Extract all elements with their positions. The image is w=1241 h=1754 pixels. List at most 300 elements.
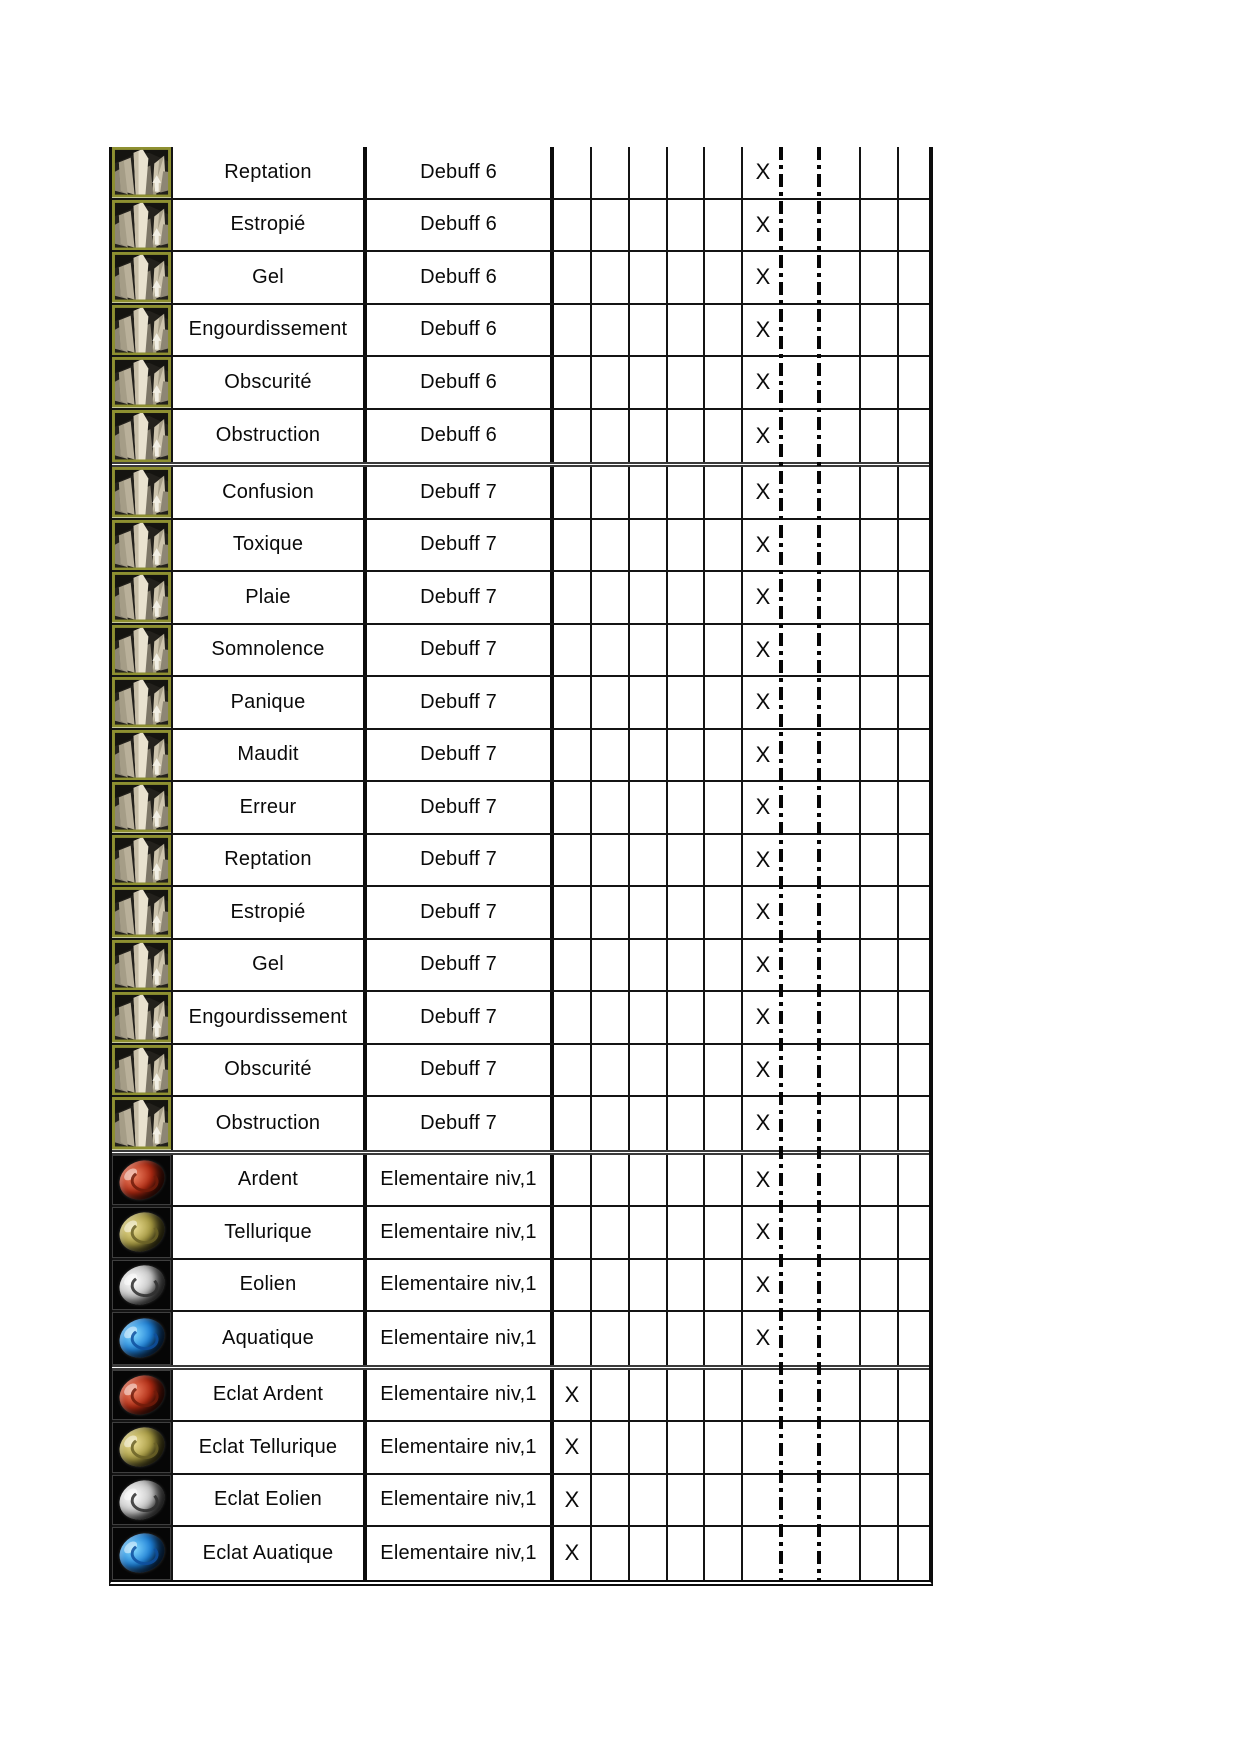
grid-cell xyxy=(630,677,668,728)
item-icon-cell xyxy=(112,782,173,833)
item-name: Engourdissement xyxy=(188,318,348,341)
grid-cell xyxy=(668,357,705,408)
item-name: Somnolence xyxy=(211,638,325,661)
item-name: Eclat Auatique xyxy=(202,1541,334,1564)
grid-cell xyxy=(783,625,821,676)
table-row xyxy=(112,467,929,520)
item-name-cell xyxy=(173,1045,367,1096)
x-mark-cell xyxy=(743,520,783,571)
grid-cell xyxy=(705,572,743,623)
grid-cell xyxy=(705,730,743,781)
grid-cell xyxy=(668,1207,705,1258)
grid-cell xyxy=(554,625,592,676)
grid-cell xyxy=(668,252,705,303)
grid-cell xyxy=(705,835,743,886)
debuff-crystal-icon xyxy=(112,410,171,463)
item-type-cell xyxy=(367,520,554,571)
grid-cell xyxy=(630,1260,668,1311)
grid-cell xyxy=(554,677,592,728)
table-row xyxy=(112,1475,929,1528)
item-type-cell xyxy=(367,200,554,251)
grid-cell xyxy=(592,1260,630,1311)
grid-cell xyxy=(821,1045,861,1096)
grid-cell xyxy=(783,887,821,938)
item-icon-cell xyxy=(112,1475,173,1526)
item-name-cell xyxy=(173,835,367,886)
x-mark: X xyxy=(755,899,771,925)
grid-cell xyxy=(821,1260,861,1311)
x-mark: X xyxy=(755,1325,771,1351)
x-mark-cell xyxy=(743,1312,783,1365)
item-icon-cell xyxy=(112,252,173,303)
grid-cell xyxy=(668,1260,705,1311)
x-mark: X xyxy=(755,1166,771,1192)
grid-cell xyxy=(668,572,705,623)
grid-cell xyxy=(705,1370,743,1421)
table-row xyxy=(112,1097,929,1150)
item-type-cell xyxy=(367,625,554,676)
grid-cell xyxy=(821,1155,861,1206)
debuff-crystal-icon xyxy=(112,992,171,1043)
grid-cell xyxy=(705,940,743,991)
grid-cell xyxy=(899,305,929,356)
eclat-ardent-gem-icon xyxy=(112,1370,171,1421)
grid-cell xyxy=(861,520,899,571)
grid-cell xyxy=(554,1207,592,1258)
x-mark-cell xyxy=(743,1155,783,1206)
item-type: Elementaire niv,1 xyxy=(380,1383,537,1406)
item-icon-cell xyxy=(112,835,173,886)
grid-cell xyxy=(705,1207,743,1258)
item-type: Debuff 6 xyxy=(420,213,497,236)
item-name-cell xyxy=(173,572,367,623)
grid-cell xyxy=(668,730,705,781)
item-type-cell xyxy=(367,1260,554,1311)
item-name-cell xyxy=(173,1097,367,1150)
x-mark: X xyxy=(755,1004,771,1030)
grid-cell xyxy=(705,467,743,518)
gem-shape xyxy=(113,1312,170,1364)
grid-cell xyxy=(821,1312,861,1365)
item-name-cell xyxy=(173,887,367,938)
grid-cell xyxy=(668,677,705,728)
grid-cell xyxy=(783,147,821,198)
grid-cell xyxy=(899,1207,929,1258)
grid-cell xyxy=(861,887,899,938)
item-name: Eclat Eolien xyxy=(213,1488,322,1511)
grid-cell xyxy=(630,1475,668,1526)
table-row xyxy=(112,887,929,940)
grid-cell xyxy=(899,730,929,781)
grid-cell xyxy=(630,1527,668,1580)
item-table xyxy=(109,147,933,1586)
item-name-cell xyxy=(173,467,367,518)
grid-cell xyxy=(668,467,705,518)
gem-shape xyxy=(113,1260,170,1311)
grid-cell xyxy=(821,200,861,251)
item-name: Toxique xyxy=(232,533,304,556)
grid-cell xyxy=(554,940,592,991)
grid-cell xyxy=(630,1155,668,1206)
grid-cell xyxy=(861,147,899,198)
item-type-cell xyxy=(367,677,554,728)
item-name-cell xyxy=(173,940,367,991)
grid-cell xyxy=(668,1312,705,1365)
table-row xyxy=(112,1155,929,1208)
item-type: Debuff 7 xyxy=(420,795,497,818)
x-mark-cell xyxy=(743,1260,783,1311)
grid-cell xyxy=(783,1370,821,1421)
item-type: Debuff 6 xyxy=(420,318,497,341)
grid-cell xyxy=(668,835,705,886)
tellurique-gem-icon xyxy=(112,1207,171,1258)
table-row xyxy=(112,730,929,783)
grid-cell xyxy=(899,147,929,198)
grid-cell xyxy=(861,782,899,833)
item-type-cell xyxy=(367,357,554,408)
item-name: Gel xyxy=(252,953,284,976)
debuff-crystal-icon xyxy=(112,147,171,198)
item-name: Tellurique xyxy=(224,1220,312,1243)
item-name-cell xyxy=(173,305,367,356)
grid-cell xyxy=(668,305,705,356)
grid-cell xyxy=(861,835,899,886)
grid-cell xyxy=(554,887,592,938)
grid-cell xyxy=(783,992,821,1043)
item-type: Debuff 7 xyxy=(420,1111,497,1134)
debuff-crystal-icon xyxy=(112,677,171,728)
item-name-cell xyxy=(173,520,367,571)
item-icon-cell xyxy=(112,467,173,518)
grid-cell xyxy=(861,467,899,518)
grid-cell xyxy=(668,782,705,833)
grid-cell xyxy=(592,1312,630,1365)
grid-cell xyxy=(821,1422,861,1473)
table-row xyxy=(112,1370,929,1423)
item-name-cell xyxy=(173,147,367,198)
item-name: Reptation xyxy=(224,848,312,871)
table-row xyxy=(112,625,929,678)
item-icon-cell xyxy=(112,1422,173,1473)
grid-cell xyxy=(861,992,899,1043)
x-mark: X xyxy=(755,951,771,977)
item-name-cell xyxy=(173,1475,367,1526)
x-mark: X xyxy=(755,422,771,448)
x-mark: X xyxy=(755,479,771,505)
item-name-cell xyxy=(173,782,367,833)
grid-cell xyxy=(705,520,743,571)
x-mark-cell xyxy=(743,357,783,408)
grid-cell xyxy=(783,1312,821,1365)
item-type-cell xyxy=(367,992,554,1043)
x-mark-cell xyxy=(743,835,783,886)
item-type-cell xyxy=(367,1045,554,1096)
x-mark: X xyxy=(755,689,771,715)
grid-cell xyxy=(668,200,705,251)
table-row xyxy=(112,835,929,888)
grid-cell xyxy=(705,252,743,303)
grid-cell xyxy=(899,992,929,1043)
x-mark: X xyxy=(755,531,771,557)
x-mark: X xyxy=(755,1056,771,1082)
item-type-cell xyxy=(367,1312,554,1365)
item-name-cell xyxy=(173,1260,367,1311)
item-name-cell xyxy=(173,1527,367,1580)
grid-cell xyxy=(630,625,668,676)
item-type: Debuff 6 xyxy=(420,424,497,447)
grid-cell xyxy=(630,467,668,518)
grid-cell xyxy=(630,147,668,198)
grid-cell xyxy=(783,1097,821,1150)
item-type: Elementaire niv,1 xyxy=(380,1488,537,1511)
item-name: Eclat Tellurique xyxy=(198,1435,338,1458)
item-icon-cell xyxy=(112,357,173,408)
grid-cell xyxy=(743,1422,783,1473)
item-type: Elementaire niv,1 xyxy=(380,1273,537,1296)
item-name: Gel xyxy=(252,265,284,288)
grid-cell xyxy=(592,1045,630,1096)
grid-cell xyxy=(630,410,668,463)
grid-cell xyxy=(592,1097,630,1150)
grid-cell xyxy=(783,520,821,571)
x-mark: X xyxy=(755,316,771,342)
item-type: Elementaire niv,1 xyxy=(380,1435,537,1458)
grid-cell xyxy=(783,305,821,356)
x-mark: X xyxy=(755,846,771,872)
item-icon-cell xyxy=(112,940,173,991)
grid-cell xyxy=(821,730,861,781)
eclat-tellurique-gem-icon xyxy=(112,1422,171,1473)
grid-cell xyxy=(821,520,861,571)
grid-cell xyxy=(821,1370,861,1421)
grid-cell xyxy=(554,357,592,408)
item-name: Maudit xyxy=(237,743,299,766)
x-mark-cell xyxy=(743,1207,783,1258)
grid-cell xyxy=(783,782,821,833)
item-icon-cell xyxy=(112,1370,173,1421)
x-mark: X xyxy=(564,1540,580,1566)
x-mark-cell xyxy=(554,1527,592,1580)
table-row xyxy=(112,200,929,253)
x-mark-cell xyxy=(743,730,783,781)
item-type-cell xyxy=(367,1370,554,1421)
item-icon-cell xyxy=(112,1527,173,1580)
debuff-crystal-icon xyxy=(112,305,171,356)
table-row xyxy=(112,252,929,305)
grid-cell xyxy=(592,357,630,408)
item-type-cell xyxy=(367,1207,554,1258)
item-type-cell xyxy=(367,572,554,623)
x-mark-cell xyxy=(743,887,783,938)
item-icon-cell xyxy=(112,625,173,676)
grid-cell xyxy=(668,1155,705,1206)
item-type: Debuff 7 xyxy=(420,533,497,556)
grid-cell xyxy=(861,1422,899,1473)
grid-cell xyxy=(783,730,821,781)
grid-cell xyxy=(899,1475,929,1526)
gem-shape xyxy=(113,1527,170,1579)
table-row xyxy=(112,1527,929,1580)
x-mark: X xyxy=(755,636,771,662)
item-type-cell xyxy=(367,1527,554,1580)
grid-cell xyxy=(668,940,705,991)
debuff-crystal-icon xyxy=(112,572,171,623)
grid-cell xyxy=(821,252,861,303)
grid-cell xyxy=(554,305,592,356)
item-type: Debuff 7 xyxy=(420,690,497,713)
grid-cell xyxy=(783,940,821,991)
grid-cell xyxy=(592,467,630,518)
item-type-cell xyxy=(367,1155,554,1206)
grid-cell xyxy=(783,200,821,251)
grid-cell xyxy=(861,1260,899,1311)
debuff-crystal-icon xyxy=(112,940,171,991)
grid-cell xyxy=(592,992,630,1043)
grid-cell xyxy=(592,147,630,198)
grid-cell xyxy=(705,625,743,676)
grid-cell xyxy=(899,887,929,938)
grid-cell xyxy=(592,887,630,938)
item-type-cell xyxy=(367,252,554,303)
grid-cell xyxy=(705,410,743,463)
grid-cell xyxy=(554,410,592,463)
grid-cell xyxy=(783,1422,821,1473)
item-icon-cell xyxy=(112,1260,173,1311)
grid-cell xyxy=(861,730,899,781)
grid-cell xyxy=(861,625,899,676)
gem-shape xyxy=(113,1207,170,1258)
grid-cell xyxy=(554,835,592,886)
item-name-cell xyxy=(173,1422,367,1473)
x-mark: X xyxy=(564,1434,580,1460)
grid-cell xyxy=(899,1422,929,1473)
grid-cell xyxy=(554,1097,592,1150)
x-mark: X xyxy=(755,369,771,395)
grid-cell xyxy=(861,252,899,303)
grid-cell xyxy=(821,1207,861,1258)
grid-cell xyxy=(705,305,743,356)
grid-cell xyxy=(630,835,668,886)
dash-dot-line-left xyxy=(779,147,783,1580)
grid-cell xyxy=(592,940,630,991)
grid-cell xyxy=(668,1097,705,1150)
x-mark-cell xyxy=(743,200,783,251)
grid-cell xyxy=(592,1370,630,1421)
table-row xyxy=(112,520,929,573)
item-name: Confusion xyxy=(222,480,314,503)
grid-cell xyxy=(899,1370,929,1421)
debuff-crystal-icon xyxy=(112,1045,171,1096)
item-name: Aquatique xyxy=(222,1326,314,1349)
grid-cell xyxy=(630,1207,668,1258)
grid-cell xyxy=(554,1260,592,1311)
grid-cell xyxy=(705,1422,743,1473)
grid-cell xyxy=(861,1370,899,1421)
table-row xyxy=(112,357,929,410)
item-type: Debuff 7 xyxy=(420,638,497,661)
grid-cell xyxy=(554,200,592,251)
grid-cell xyxy=(861,1312,899,1365)
grid-cell xyxy=(821,410,861,463)
debuff-crystal-icon xyxy=(112,467,171,518)
item-type: Debuff 6 xyxy=(420,160,497,183)
item-icon-cell xyxy=(112,992,173,1043)
grid-cell xyxy=(592,677,630,728)
grid-cell xyxy=(899,252,929,303)
grid-cell xyxy=(630,357,668,408)
grid-cell xyxy=(668,625,705,676)
grid-cell xyxy=(861,357,899,408)
item-type: Debuff 6 xyxy=(420,265,497,288)
grid-cell xyxy=(592,1422,630,1473)
item-icon-cell xyxy=(112,1097,173,1150)
item-name: Obscurité xyxy=(224,1058,312,1081)
debuff-crystal-icon xyxy=(112,887,171,938)
grid-cell xyxy=(554,1312,592,1365)
debuff-crystal-icon xyxy=(112,520,171,571)
grid-cell xyxy=(861,572,899,623)
x-mark-cell xyxy=(743,147,783,198)
grid-cell xyxy=(821,572,861,623)
grid-cell xyxy=(899,1155,929,1206)
grid-cell xyxy=(821,147,861,198)
grid-cell xyxy=(861,1155,899,1206)
x-mark: X xyxy=(564,1486,580,1512)
grid-cell xyxy=(668,520,705,571)
grid-cell xyxy=(592,572,630,623)
item-name: Ardent xyxy=(237,1168,299,1191)
item-type-cell xyxy=(367,1475,554,1526)
grid-cell xyxy=(592,200,630,251)
grid-cell xyxy=(592,305,630,356)
gem-shape xyxy=(113,1475,170,1526)
grid-cell xyxy=(705,1260,743,1311)
item-name-cell xyxy=(173,1312,367,1365)
grid-cell xyxy=(899,1312,929,1365)
grid-cell xyxy=(630,305,668,356)
item-name-cell xyxy=(173,992,367,1043)
grid-cell xyxy=(554,992,592,1043)
grid-cell xyxy=(899,1260,929,1311)
table-row xyxy=(112,572,929,625)
item-icon-cell xyxy=(112,410,173,463)
item-type-cell xyxy=(367,887,554,938)
grid-cell xyxy=(861,940,899,991)
x-mark-cell xyxy=(743,1097,783,1150)
grid-cell xyxy=(630,200,668,251)
grid-cell xyxy=(592,252,630,303)
grid-cell xyxy=(705,357,743,408)
x-mark-cell xyxy=(743,992,783,1043)
grid-cell xyxy=(668,1527,705,1580)
grid-cell xyxy=(554,252,592,303)
grid-cell xyxy=(861,1527,899,1580)
x-mark-cell xyxy=(743,252,783,303)
x-mark: X xyxy=(755,1110,771,1136)
grid-cell xyxy=(821,305,861,356)
x-mark-cell xyxy=(743,782,783,833)
debuff-crystal-icon xyxy=(112,1097,171,1150)
grid-cell xyxy=(783,467,821,518)
grid-cell xyxy=(861,677,899,728)
item-name: Plaie xyxy=(245,585,291,608)
grid-cell xyxy=(861,1207,899,1258)
item-name-cell xyxy=(173,410,367,463)
grid-cell xyxy=(783,1207,821,1258)
debuff-crystal-icon xyxy=(112,357,171,408)
item-name-cell xyxy=(173,1370,367,1421)
item-type-cell xyxy=(367,1097,554,1150)
